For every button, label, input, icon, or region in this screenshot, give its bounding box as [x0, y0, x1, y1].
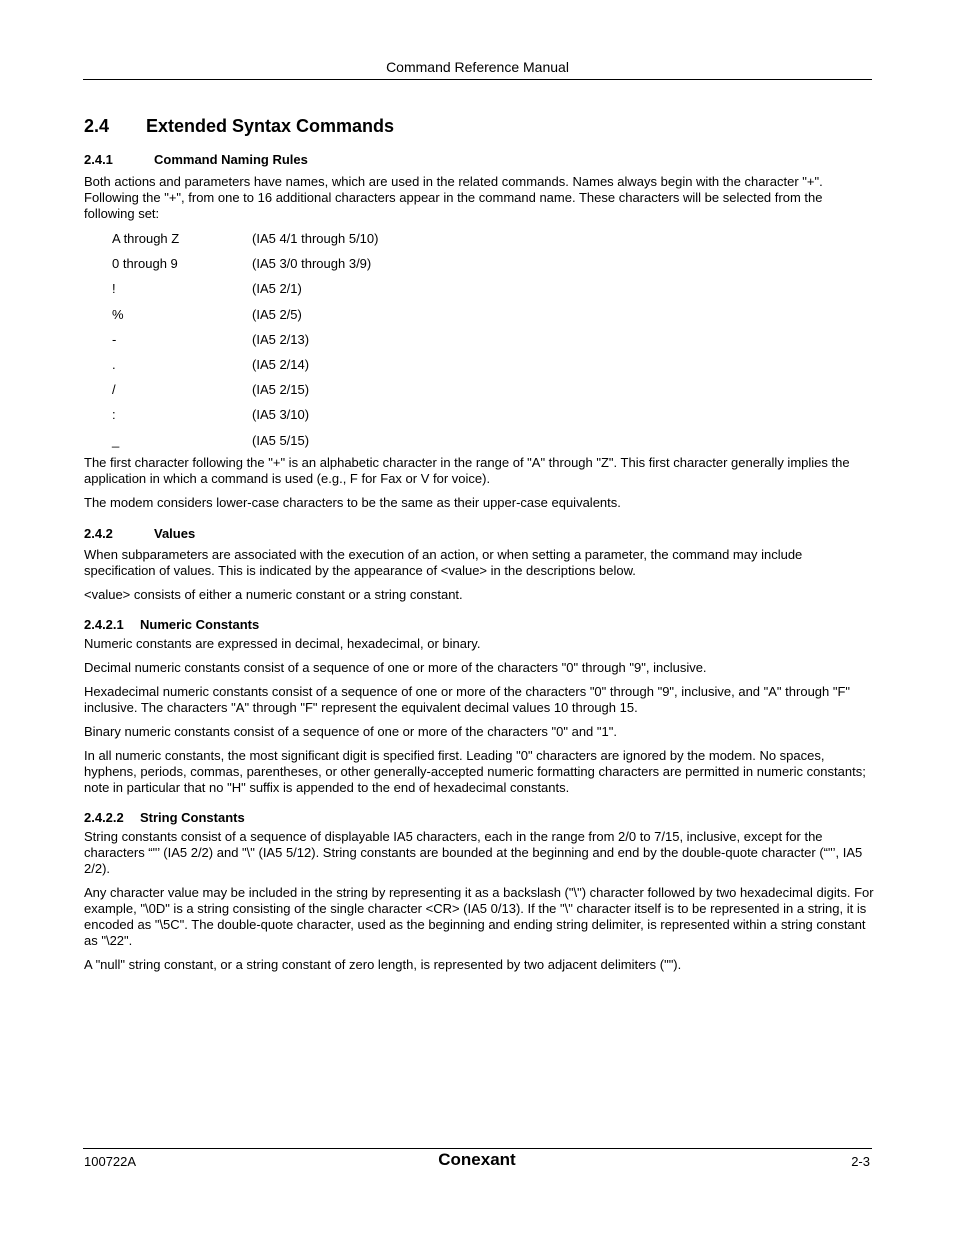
charset-chars: %	[112, 306, 124, 322]
charset-row	[112, 407, 874, 432]
footer-page-number: 2-3	[851, 1154, 870, 1169]
subsection-title: Values	[154, 525, 196, 541]
character-set-table	[112, 231, 874, 455]
subsection-title: String Constants	[140, 809, 245, 825]
footer-rule	[83, 1148, 872, 1149]
paragraph: A "null" string constant, or a string constant of zero length, is represented by two adjacent delimiters ("").	[84, 956, 682, 972]
footer-company: Conexant	[438, 1150, 516, 1169]
section-heading	[84, 114, 874, 138]
charset-code: (IA5 2/5)	[252, 306, 302, 322]
charset-row	[112, 231, 874, 256]
charset-chars: .	[112, 356, 116, 372]
charset-row	[112, 433, 874, 455]
charset-chars: :	[112, 407, 116, 423]
charset-code: (IA5 2/13)	[252, 331, 310, 347]
charset-row	[112, 357, 874, 382]
paragraph: <value> consists of either a numeric constant or a string constant.	[84, 586, 463, 602]
charset-chars: A through Z	[112, 231, 180, 246]
charset-code: (IA5 2/15)	[252, 382, 310, 398]
charset-row	[112, 281, 874, 306]
charset-chars: /	[112, 382, 116, 398]
header-rule	[83, 79, 872, 80]
charset-code: (IA5 3/0 through 3/9)	[252, 256, 372, 272]
charset-code: (IA5 3/10)	[252, 407, 310, 423]
charset-code: (IA5 5/15)	[252, 432, 310, 448]
charset-chars: !	[112, 281, 116, 297]
charset-row	[112, 332, 874, 357]
charset-code: (IA5 2/14)	[252, 356, 310, 372]
section-number: 2.4	[84, 116, 110, 136]
paragraph: String constants consist of a sequence of displayable IA5 characters, each in the range from 2/0 to 7/15, inclusive, except for the characters “"’ (IA5 2/2) and "\" (IA5 5/12). String constants are bounded at the beginning and end by the double-quote character (“"’, IA5 2/2).	[84, 828, 863, 876]
subsection-number: 2.4.2	[84, 525, 113, 541]
charset-code: (IA5 2/1)	[252, 281, 302, 297]
paragraph: Numeric constants are expressed in decimal, hexadecimal, or binary.	[84, 635, 481, 651]
charset-chars: _	[112, 432, 120, 448]
paragraph: Any character value may be included in the string by representing it as a backslash ("\") character followed by two hexadecimal digits. For example, "\0D" is a string consisting of the single character <CR> (IA5 0/13). If the "\" character itself is to be represented in a string, it is encoded as "\5C". The double-quote character, used as the beginning and ending string delimiter, is represented within a string constant as "\22".	[84, 884, 874, 948]
page-body	[84, 114, 874, 973]
footer-doc-number: 100722A	[84, 1154, 137, 1169]
subsection-heading-2421	[84, 616, 874, 633]
charset-chars: -	[112, 331, 117, 347]
paragraph: Hexadecimal numeric constants consist of a sequence of one or more of the characters "0" through "9", inclusive, and "A" through "F" inclusive. The characters "A" through "F" represent the equivalent decimal values 10 through 15.	[84, 683, 851, 715]
subsection-heading-2422	[84, 809, 874, 826]
paragraph: The modem considers lower-case characters to be the same as their upper-case equivalents.	[84, 494, 621, 510]
subsection-number: 2.4.1	[84, 152, 113, 167]
charset-row	[112, 307, 874, 332]
subsection-heading-241	[84, 151, 874, 168]
charset-row	[112, 382, 874, 407]
subsection-heading-242	[84, 525, 874, 542]
paragraph: The first character following the "+" is an alphabetic character in the range of "A" through "Z". This first character generally implies the application in which a command is used (e.g., F for Fax or V for voice).	[84, 454, 850, 486]
paragraph: Binary numeric constants consist of a sequence of one or more of the characters "0" and "1".	[84, 723, 617, 739]
running-header: Command Reference Manual	[386, 59, 569, 75]
subsection-title: Numeric Constants	[140, 616, 260, 632]
charset-row	[112, 256, 874, 281]
charset-chars: 0 through 9	[112, 256, 178, 272]
paragraph: Decimal numeric constants consist of a sequence of one or more of the characters "0" through "9", inclusive.	[84, 659, 707, 675]
subsection-number: 2.4.2.1	[84, 616, 124, 632]
section-title: Extended Syntax Commands	[146, 116, 395, 136]
paragraph: Both actions and parameters have names, which are used in the related commands. Names always begin with the character "+". Following the "+", from one to 16 additional characters appear in the command name. These characters will be selected from the following set:	[84, 174, 823, 221]
paragraph: In all numeric constants, the most significant digit is specified first. Leading "0" characters are ignored by the modem. No spaces, hyphens, periods, commas, parentheses, or other generally-accepted numeric formatting characters are permitted in numeric constants; note in particular that no "H" suffix is appended to the end of hexadecimal constants.	[84, 747, 866, 795]
paragraph: When subparameters are associated with the execution of an action, or when setting a parameter, the command may include specification of values. This is indicated by the appearance of <value> in the descriptions below.	[84, 546, 803, 578]
charset-code: (IA5 4/1 through 5/10)	[252, 231, 379, 246]
subsection-number: 2.4.2.2	[84, 809, 124, 825]
subsection-title: Command Naming Rules	[154, 152, 308, 167]
